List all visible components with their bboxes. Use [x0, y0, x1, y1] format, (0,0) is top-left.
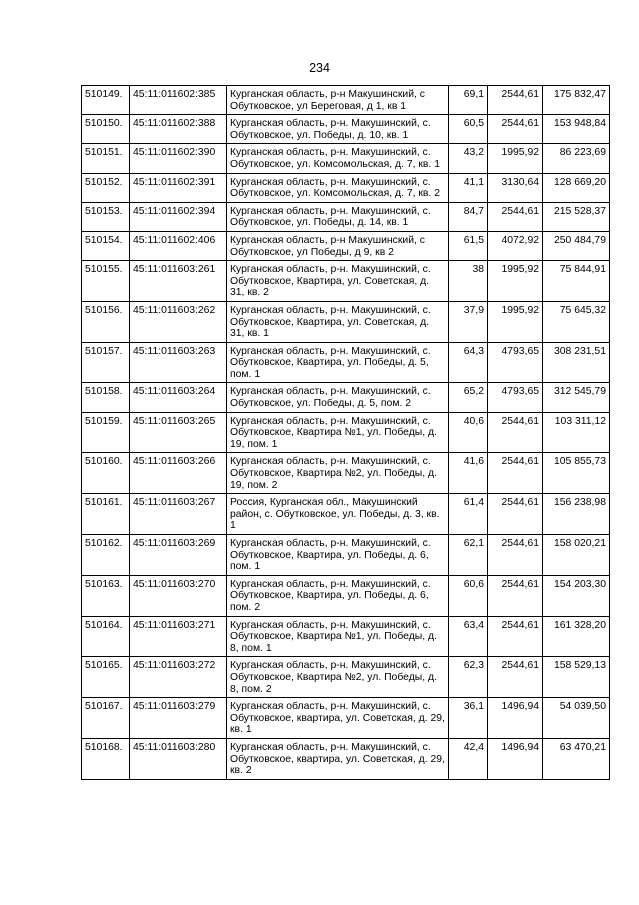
- rate-cell: 2544,61: [488, 453, 543, 494]
- address-cell: Курганская область, р-н Макушинский, с Обутковское, ул Береговая, д 1, кв 1: [227, 86, 449, 115]
- cadastral-number-cell: 45:11:011603:280: [130, 738, 227, 779]
- table-row: [82, 202, 610, 231]
- rate-cell: 1995,92: [488, 261, 543, 302]
- table-row: [82, 144, 610, 173]
- area-cell: 62,3: [449, 657, 488, 698]
- rate-cell: 1496,94: [488, 738, 543, 779]
- area-cell: 62,1: [449, 535, 488, 576]
- row-number-cell: 510149.: [82, 86, 130, 115]
- table-row: [82, 86, 610, 115]
- table-row: [82, 657, 610, 698]
- address-cell: Курганская область, р-н. Макушинский, с. Обутковское, Квартира, ул. Советская, д. 31, кв. 1: [227, 301, 449, 342]
- cadastral-value-cell: 75 645,32: [543, 301, 610, 342]
- row-number-cell: 510153.: [82, 202, 130, 231]
- row-number-cell: 510163.: [82, 575, 130, 616]
- area-cell: 36,1: [449, 698, 488, 739]
- cadastral-value-cell: 158 020,21: [543, 535, 610, 576]
- address-cell: Курганская область, р-н Макушинский, с Обутковское, ул Победы, д 9, кв 2: [227, 231, 449, 260]
- address-cell: Курганская область, р-н. Макушинский, с. Обутковское, Квартира №2, ул. Победы, д. 8, пом. 2: [227, 657, 449, 698]
- rate-cell: 1496,94: [488, 698, 543, 739]
- row-number-cell: 510152.: [82, 173, 130, 202]
- row-number-cell: 510160.: [82, 453, 130, 494]
- row-number-cell: 510164.: [82, 616, 130, 657]
- cadastral-value-cell: 63 470,21: [543, 738, 610, 779]
- table-row: [82, 115, 610, 144]
- rate-cell: 2544,61: [488, 494, 543, 535]
- address-cell: Курганская область, р-н. Макушинский, с. Обутковское, Квартира №1, ул. Победы, д. 19, пом. 1: [227, 412, 449, 453]
- cadastral-number-cell: 45:11:011602:385: [130, 86, 227, 115]
- area-cell: 41,6: [449, 453, 488, 494]
- area-cell: 64,3: [449, 342, 488, 383]
- rate-cell: 4793,65: [488, 342, 543, 383]
- row-number-cell: 510154.: [82, 231, 130, 260]
- area-cell: 42,4: [449, 738, 488, 779]
- rate-cell: 3130,64: [488, 173, 543, 202]
- table-row: [82, 494, 610, 535]
- cadastral-number-cell: 45:11:011603:272: [130, 657, 227, 698]
- area-cell: 38: [449, 261, 488, 302]
- table-row: [82, 535, 610, 576]
- cadastral-number-cell: 45:11:011603:262: [130, 301, 227, 342]
- address-cell: Курганская область, р-н. Макушинский, с. Обутковское, Квартира, ул. Победы, д. 6, пом. 2: [227, 575, 449, 616]
- property-registry-table: [81, 85, 610, 780]
- area-cell: 61,4: [449, 494, 488, 535]
- table-row: [82, 342, 610, 383]
- cadastral-number-cell: 45:11:011602:406: [130, 231, 227, 260]
- row-number-cell: 510158.: [82, 383, 130, 412]
- address-cell: Курганская область, р-н. Макушинский, с. Обутковское, ул. Комсомольская, д. 7, кв. 2: [227, 173, 449, 202]
- table-row: [82, 412, 610, 453]
- area-cell: 65,2: [449, 383, 488, 412]
- row-number-cell: 510156.: [82, 301, 130, 342]
- cadastral-number-cell: 45:11:011603:271: [130, 616, 227, 657]
- row-number-cell: 510150.: [82, 115, 130, 144]
- cadastral-value-cell: 103 311,12: [543, 412, 610, 453]
- cadastral-number-cell: 45:11:011603:269: [130, 535, 227, 576]
- cadastral-number-cell: 45:11:011603:261: [130, 261, 227, 302]
- address-cell: Курганская область, р-н. Макушинский, с. Обутковское, ул. Комсомольская, д. 7, кв. 1: [227, 144, 449, 173]
- area-cell: 61,5: [449, 231, 488, 260]
- address-cell: Курганская область, р-н. Макушинский, с. Обутковское, ул. Победы, д. 14, кв. 1: [227, 202, 449, 231]
- area-cell: 43,2: [449, 144, 488, 173]
- row-number-cell: 510151.: [82, 144, 130, 173]
- address-cell: Курганская область, р-н. Макушинский, с. Обутковское, Квартира №1, ул. Победы, д. 8, пом. 1: [227, 616, 449, 657]
- cadastral-value-cell: 75 844,91: [543, 261, 610, 302]
- row-number-cell: 510159.: [82, 412, 130, 453]
- rate-cell: 2544,61: [488, 412, 543, 453]
- table-row: [82, 173, 610, 202]
- cadastral-value-cell: 128 669,20: [543, 173, 610, 202]
- cadastral-number-cell: 45:11:011602:394: [130, 202, 227, 231]
- address-cell: Курганская область, р-н. Макушинский, с. Обутковское, Квартира, ул. Советская, д. 31, кв. 2: [227, 261, 449, 302]
- row-number-cell: 510162.: [82, 535, 130, 576]
- cadastral-value-cell: 154 203,30: [543, 575, 610, 616]
- cadastral-number-cell: 45:11:011602:388: [130, 115, 227, 144]
- cadastral-value-cell: 161 328,20: [543, 616, 610, 657]
- cadastral-value-cell: 250 484,79: [543, 231, 610, 260]
- row-number-cell: 510155.: [82, 261, 130, 302]
- rate-cell: 1995,92: [488, 301, 543, 342]
- page-number: 234: [309, 61, 330, 75]
- address-cell: Курганская область, р-н. Макушинский, с. Обутковское, Квартира, ул. Победы, д. 6, пом. 1: [227, 535, 449, 576]
- area-cell: 84,7: [449, 202, 488, 231]
- address-cell: Курганская область, р-н. Макушинский, с. Обутковское, квартира, ул. Советская, д. 29, кв. 2: [227, 738, 449, 779]
- rate-cell: 2544,61: [488, 616, 543, 657]
- table-body: [82, 86, 610, 780]
- cadastral-number-cell: 45:11:011603:267: [130, 494, 227, 535]
- cadastral-value-cell: 215 528,37: [543, 202, 610, 231]
- row-number-cell: 510167.: [82, 698, 130, 739]
- table-row: [82, 738, 610, 779]
- table-row: [82, 575, 610, 616]
- address-cell: Курганская область, р-н. Макушинский, с. Обутковское, Квартира, ул. Победы, д. 5, пом. 1: [227, 342, 449, 383]
- cadastral-value-cell: 175 832,47: [543, 86, 610, 115]
- cadastral-number-cell: 45:11:011602:390: [130, 144, 227, 173]
- area-cell: 60,6: [449, 575, 488, 616]
- cadastral-value-cell: 86 223,69: [543, 144, 610, 173]
- table-row: [82, 616, 610, 657]
- cadastral-number-cell: 45:11:011603:264: [130, 383, 227, 412]
- rate-cell: 4072,92: [488, 231, 543, 260]
- rate-cell: 2544,61: [488, 115, 543, 144]
- row-number-cell: 510157.: [82, 342, 130, 383]
- address-cell: Курганская область, р-н. Макушинский, с. Обутковское, квартира, ул. Советская, д. 29, кв. 1: [227, 698, 449, 739]
- cadastral-number-cell: 45:11:011602:391: [130, 173, 227, 202]
- address-cell: Курганская область, р-н. Макушинский, с. Обутковское, Квартира №2, ул. Победы, д. 19, пом. 2: [227, 453, 449, 494]
- rate-cell: 1995,92: [488, 144, 543, 173]
- cadastral-number-cell: 45:11:011603:279: [130, 698, 227, 739]
- area-cell: 40,6: [449, 412, 488, 453]
- table-row: [82, 231, 610, 260]
- rate-cell: 2544,61: [488, 575, 543, 616]
- table-row: [82, 301, 610, 342]
- area-cell: 60,5: [449, 115, 488, 144]
- area-cell: 69,1: [449, 86, 488, 115]
- cadastral-value-cell: 312 545,79: [543, 383, 610, 412]
- row-number-cell: 510165.: [82, 657, 130, 698]
- area-cell: 63,4: [449, 616, 488, 657]
- cadastral-value-cell: 156 238,98: [543, 494, 610, 535]
- rate-cell: 2544,61: [488, 657, 543, 698]
- table-row: [82, 261, 610, 302]
- area-cell: 37,9: [449, 301, 488, 342]
- table-row: [82, 698, 610, 739]
- area-cell: 41,1: [449, 173, 488, 202]
- address-cell: Курганская область, р-н. Макушинский, с. Обутковское, ул. Победы, д. 5, пом. 2: [227, 383, 449, 412]
- row-number-cell: 510161.: [82, 494, 130, 535]
- cadastral-value-cell: 308 231,51: [543, 342, 610, 383]
- cadastral-number-cell: 45:11:011603:270: [130, 575, 227, 616]
- cadastral-number-cell: 45:11:011603:263: [130, 342, 227, 383]
- table-row: [82, 453, 610, 494]
- cadastral-number-cell: 45:11:011603:265: [130, 412, 227, 453]
- cadastral-value-cell: 153 948,84: [543, 115, 610, 144]
- cadastral-value-cell: 158 529,13: [543, 657, 610, 698]
- table-row: [82, 383, 610, 412]
- rate-cell: 4793,65: [488, 383, 543, 412]
- address-cell: Курганская область, р-н. Макушинский, с. Обутковское, ул. Победы, д. 10, кв. 1: [227, 115, 449, 144]
- cadastral-number-cell: 45:11:011603:266: [130, 453, 227, 494]
- rate-cell: 2544,61: [488, 202, 543, 231]
- address-cell: Россия, Курганская обл., Макушинский район, с. Обутковское, ул. Победы, д. 3, кв. 1: [227, 494, 449, 535]
- cadastral-value-cell: 54 039,50: [543, 698, 610, 739]
- row-number-cell: 510168.: [82, 738, 130, 779]
- rate-cell: 2544,61: [488, 535, 543, 576]
- cadastral-value-cell: 105 855,73: [543, 453, 610, 494]
- rate-cell: 2544,61: [488, 86, 543, 115]
